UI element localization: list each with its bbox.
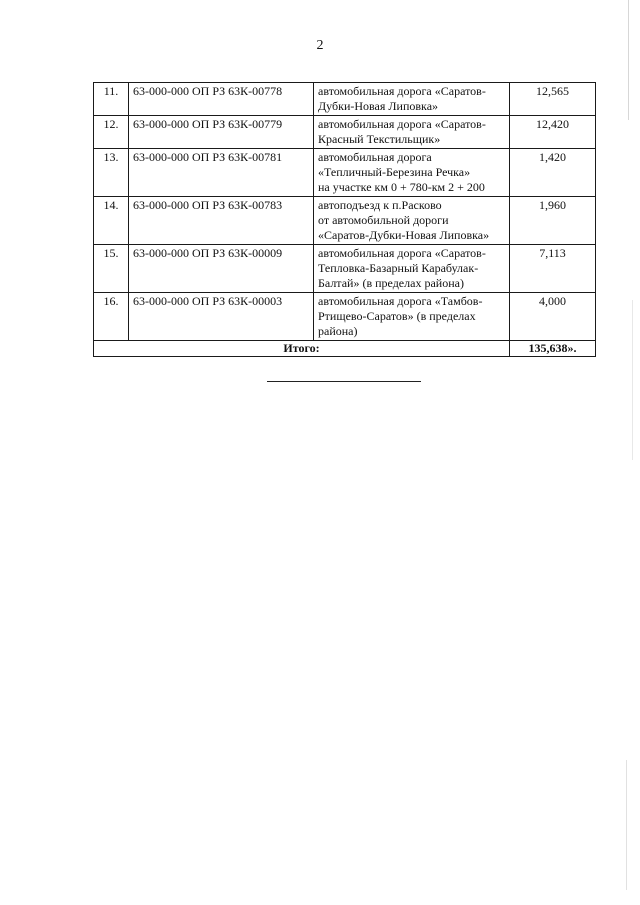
road-id-code: 63-000-000 ОП РЗ 63К-00781 xyxy=(129,149,314,197)
road-name-line: Ртищево-Саратов» (в пределах xyxy=(318,309,476,323)
road-name-line: автомобильная дорога xyxy=(318,150,432,164)
road-name-line: «Тепличный-Березина Речка» xyxy=(318,165,471,179)
table-row xyxy=(94,293,596,341)
row-number: 14. xyxy=(94,197,129,245)
total-label: Итого: xyxy=(94,341,510,357)
road-length-km: 1,960 xyxy=(510,197,596,245)
row-number: 12. xyxy=(94,116,129,149)
road-name-line: района) xyxy=(318,324,358,338)
road-name xyxy=(314,293,510,341)
road-id-code: 63-000-000 ОП РЗ 63К-00009 xyxy=(129,245,314,293)
road-name-line: Тепловка-Базарный Карабулак- xyxy=(318,261,479,275)
road-id-code: 63-000-000 ОП РЗ 63К-00003 xyxy=(129,293,314,341)
total-row xyxy=(94,341,596,357)
scan-edge-mark xyxy=(628,0,629,120)
road-length-km: 12,565 xyxy=(510,83,596,116)
road-name xyxy=(314,197,510,245)
road-name-line: Дубки-Новая Липовка» xyxy=(318,99,439,113)
table-row xyxy=(94,116,596,149)
row-number: 15. xyxy=(94,245,129,293)
road-id-code: 63-000-000 ОП РЗ 63К-00778 xyxy=(129,83,314,116)
road-name xyxy=(314,116,510,149)
road-length-km: 7,113 xyxy=(510,245,596,293)
road-name-line: Балтай» (в пределах района) xyxy=(318,276,464,290)
road-id-code: 63-000-000 ОП РЗ 63К-00779 xyxy=(129,116,314,149)
road-length-km: 12,420 xyxy=(510,116,596,149)
road-name-line: автоподъезд к п.Расково xyxy=(318,198,442,212)
road-name xyxy=(314,83,510,116)
road-name-line: «Саратов-Дубки-Новая Липовка» xyxy=(318,228,490,242)
road-length-km: 1,420 xyxy=(510,149,596,197)
road-id-code: 63-000-000 ОП РЗ 63К-00783 xyxy=(129,197,314,245)
table-row xyxy=(94,197,596,245)
total-value: 135,638». xyxy=(510,341,596,357)
road-name-line: автомобильная дорога «Саратов- xyxy=(318,84,486,98)
road-name-line: от автомобильной дороги xyxy=(318,213,449,227)
scan-edge-mark xyxy=(632,300,633,460)
road-name-line: автомобильная дорога «Тамбов- xyxy=(318,294,483,308)
row-number: 13. xyxy=(94,149,129,197)
road-name xyxy=(314,149,510,197)
table-row xyxy=(94,83,596,116)
scan-edge-mark xyxy=(626,760,627,890)
roads-table-body xyxy=(94,83,596,357)
end-of-document-rule xyxy=(267,381,421,382)
table-row xyxy=(94,149,596,197)
roads-table xyxy=(93,82,596,357)
page-number: 2 xyxy=(316,38,324,53)
road-name-line: Красный Текстильщик» xyxy=(318,132,441,146)
row-number: 11. xyxy=(94,83,129,116)
road-name xyxy=(314,245,510,293)
road-name-line: автомобильная дорога «Саратов- xyxy=(318,117,486,131)
road-name-line: автомобильная дорога «Саратов- xyxy=(318,246,486,260)
road-length-km: 4,000 xyxy=(510,293,596,341)
table-row xyxy=(94,245,596,293)
row-number: 16. xyxy=(94,293,129,341)
road-name-line: на участке км 0 + 780-км 2 + 200 xyxy=(318,180,485,194)
